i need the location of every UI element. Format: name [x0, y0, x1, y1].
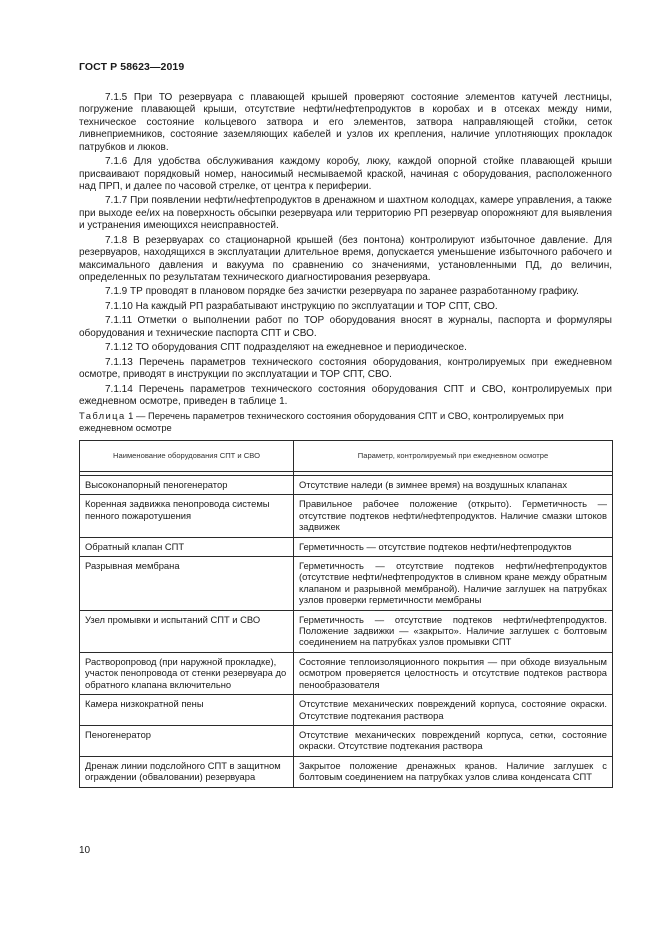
paragraph-7-1-13: 7.1.13 Перечень параметров технического состояния оборудования, контролируемых при ежедневном осмотре, приводят в инструкции по эксплуатации и ТОР СПТ, СВО. [79, 356, 612, 381]
parameters-table [79, 440, 613, 788]
body-text [79, 92, 612, 411]
table-row [80, 495, 613, 537]
header-parameter: Параметр, контролируемый при ежедневном осмотре [294, 441, 613, 472]
table-row [80, 537, 613, 556]
equipment-cell: Дренаж линии подслойного СПТ в защитном ограждении (обваловании) резервуара [80, 756, 294, 787]
table-caption-text: 1 — Перечень параметров технического состояния оборудования СПТ и СВО, контролируемых при ежедневном осмотре [79, 410, 564, 433]
table-header-row [80, 441, 613, 472]
paragraph-7-1-7: 7.1.7 При появлении нефти/нефтепродуктов в дренажном и шахтном колодцах, камере управления, а также при выходе ее/их на поверхность обсыпки резервуара или территорию РП резервуар опорожняют для выявления и устранения имеющихся неисправностей. [79, 195, 612, 232]
table-caption-label: Таблица [79, 410, 126, 421]
paragraph-7-1-14: 7.1.14 Перечень параметров технического состояния оборудования СПТ и СВО, контролируемых при ежедневном осмотре, приведен в таблице 1. [79, 383, 612, 408]
parameter-cell: Состояние теплоизоляционного покрытия — при обходе визуальным осмотром проверяется целостность и отсутствие подтеков раствора пенообразователя [294, 652, 613, 694]
paragraph-7-1-5: 7.1.5 При ТО резервуара с плавающей крышей проверяют состояние элементов катучей лестницы, погружение плавающей крыши, отсутствие нефти/нефтепродуктов в коробах и в отсеках между ними, техническое состояние кольцевого затвора и его элементов, затвора направляющей стойки, сеток ливнеприемников, состояние заземляющих кабелей и узлов их крепления, наличие уплотняющих прокладок патрубков и люков. [79, 92, 612, 153]
table-row [80, 557, 613, 611]
document-header: ГОСТ Р 58623—2019 [79, 61, 185, 73]
equipment-cell: Высоконапорный пеногенератор [80, 476, 294, 495]
equipment-cell: Узел промывки и испытаний СПТ и СВО [80, 610, 294, 652]
paragraph-7-1-9: 7.1.9 ТР проводят в плановом порядке без зачистки резервуара по заранее разработанному графику. [105, 286, 579, 298]
table-row [80, 476, 613, 495]
equipment-cell: Пеногенератор [80, 725, 294, 756]
table-caption [79, 410, 612, 433]
paragraph-7-1-6: 7.1.6 Для удобства обслуживания каждому коробу, люку, каждой опорной стойке плавающей крыши присваивают порядковый номер, наносимый несмываемой краской, начиная с оборудования, расположенного над ПРП, и далее по часовой стрелке, от центра к периферии. [79, 156, 612, 192]
paragraph-7-1-10: 7.1.10 На каждый РП разрабатывают инструкцию по эксплуатации и ТОР СПТ, СВО. [105, 300, 498, 312]
equipment-cell: Коренная задвижка пенопровода системы пенного пожаротушения [80, 495, 294, 537]
equipment-cell: Растворопровод (при наружной прокладке), участок пенопровода от стенки резервуара до обратного клапана включительно [80, 652, 294, 694]
parameter-cell: Герметичность — отсутствие подтеков нефти/нефтепродуктов. Положение задвижки — «закрыто». Наличие заглушек с болтовым соединением на патрубках узлов промывки СПТ [294, 610, 613, 652]
header-equipment: Наименование оборудования СПТ и СВО [80, 441, 294, 472]
parameter-cell: Закрытое положение дренажных кранов. Наличие заглушек с болтовым соединением на патрубках узлов слива конденсата СПТ [294, 756, 613, 787]
equipment-cell: Обратный клапан СПТ [80, 537, 294, 556]
paragraph-7-1-12: 7.1.12 ТО оборудования СПТ подразделяют на ежедневное и периодическое. [105, 342, 467, 354]
parameter-cell: Герметичность — отсутствие подтеков нефти/нефтепродуктов [294, 537, 613, 556]
table-row [80, 756, 613, 787]
paragraph-7-1-11: 7.1.11 Отметки о выполнении работ по ТОР оборудования вносят в журналы, паспорта и формуляры оборудования и технические паспорта СПТ и СВО. [79, 315, 612, 339]
equipment-cell: Камера низкократной пены [80, 695, 294, 726]
parameter-cell: Правильное рабочее положение (открыто). Герметичность — отсутствие подтеков нефти/нефтепродуктов. Наличие смазки штоков задвижек [294, 495, 613, 537]
equipment-cell: Разрывная мембрана [80, 557, 294, 611]
table-row [80, 695, 613, 726]
parameter-cell: Отсутствие механических повреждений корпуса, сетки, состояние окраски. Отсутствие подтекания раствора [294, 725, 613, 756]
table-row [80, 610, 613, 652]
parameter-cell: Отсутствие наледи (в зимнее время) на воздушных клапанах [294, 476, 613, 495]
page-number: 10 [79, 845, 91, 856]
table-row [80, 652, 613, 694]
paragraph-7-1-8: 7.1.8 В резервуарах со стационарной крышей (без понтона) контролируют избыточное давление. Для резервуаров, находящихся в эксплуатации длительное время, допускается уменьшение избыточного рабочего и максимального давления и вакуума по сравнению со значениями, установленными ПД, до величин, определенных по результатам технического диагностирования резервуара. [79, 234, 612, 283]
parameter-cell: Отсутствие механических повреждений корпуса, состояние окраски. Отсутствие подтекания раствора [294, 695, 613, 726]
table-row [80, 725, 613, 756]
parameter-cell: Герметичность — отсутствие подтеков нефти/нефтепродуктов (отсутствие нефти/нефтепродуктов в сливном кране между обратным клапаном и разрывной мембраной). Наличие заглушек на патрубках узлов проверки герметичности мембраны [294, 557, 613, 611]
